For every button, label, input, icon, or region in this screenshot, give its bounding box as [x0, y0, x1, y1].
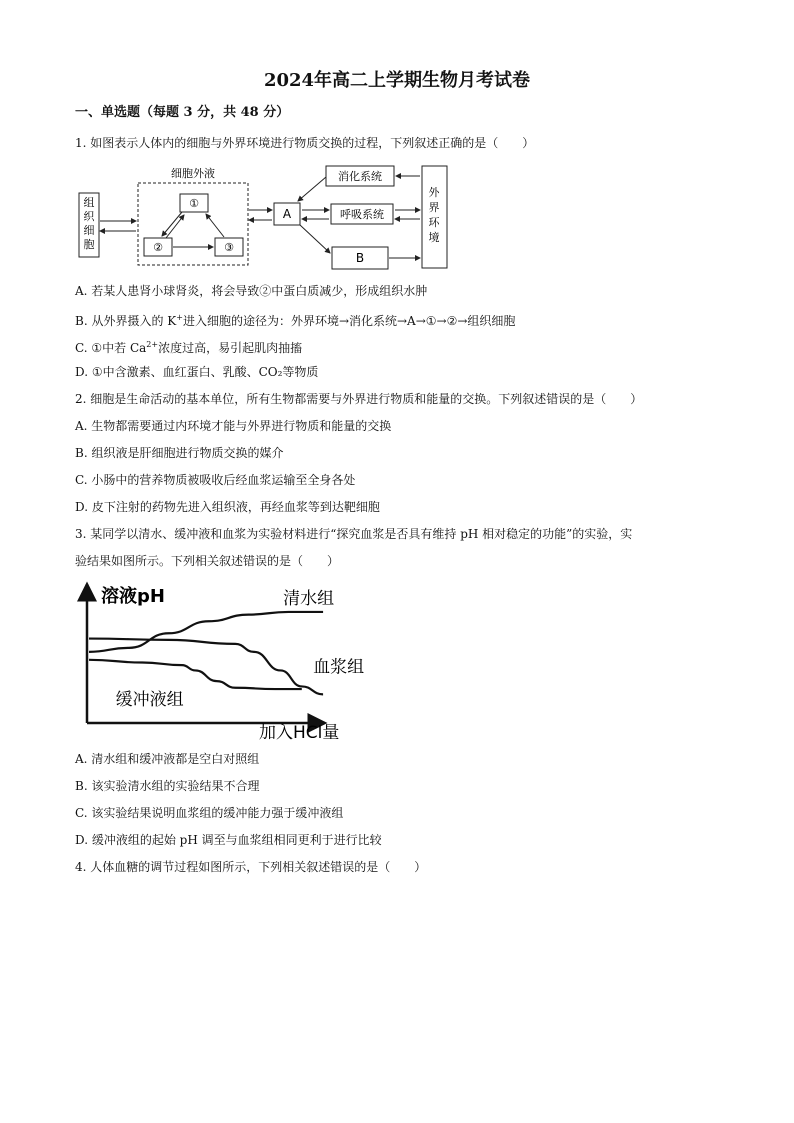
q3-stem-line2: 验结果如图所示。下列相关叙述错误的是（ ）: [75, 554, 340, 568]
q1-option-a: A. 若某人患肾小球肾炎，将会导致②中蛋白质减少，形成组织水肿: [75, 284, 428, 298]
svg-text:境: 境: [428, 231, 440, 244]
page-title: 2024年高二上学期生物月考试卷: [263, 70, 531, 91]
section-heading: 一、单选题（每题 3 分，共 48 分）: [75, 105, 290, 120]
digestive-system: 消化系统: [338, 170, 382, 183]
node-2: ②: [153, 241, 163, 254]
y-axis-label: 溶液pH: [101, 586, 165, 607]
series-line-0: [89, 612, 323, 652]
series-label-2: 缓冲液组: [115, 690, 184, 711]
x-axis-label: 加入HCl量: [259, 723, 340, 743]
q2-option-a: A. 生物都需要通过内环境才能与外界进行物质和能量的交换: [75, 419, 392, 433]
q1-option-c: C. ①中若 $Ca^{2+}$浓度过高，易引起肌肉抽搐: [75, 340, 303, 355]
node-1: ①: [189, 197, 199, 210]
q2-option-c: C. 小肠中的营养物质被吸收后经血浆运输至全身各处: [75, 473, 356, 487]
q3-stem-line1: 3. 某同学以清水、缓冲液和血浆为实验材料进行“探究血浆是否具有维持 pH 相对稳定的功能”的实验，实: [75, 527, 633, 541]
q1-diagram: [78, 163, 458, 275]
q3-option-d: D. 缓冲液组的起始 pH 调至与血浆组相同更利于进行比较: [75, 833, 382, 847]
q3-option-b: B. 该实验清水组的实验结果不合理: [75, 779, 260, 793]
node-a: A: [282, 207, 292, 221]
svg-text:胞: 胞: [83, 238, 95, 251]
q4-stem: 4. 人体血糖的调节过程如图所示，下列相关叙述错误的是（ ）: [75, 860, 427, 874]
node-3: ③: [224, 241, 234, 254]
q3-option-c: C. 该实验结果说明血浆组的缓冲能力强于缓冲液组: [75, 806, 344, 820]
q3-ph-chart: [75, 578, 365, 743]
q2-option-d: D. 皮下注射的药物先进入组织液，再经血浆等到达靶细胞: [75, 500, 380, 514]
q2-option-b: B. 组织液是肝细胞进行物质交换的媒介: [75, 446, 284, 460]
q3-option-a: A. 清水组和缓冲液都是空白对照组: [75, 752, 260, 766]
tissue-cell-text: 组: [83, 196, 95, 209]
q1-option-d: D. ①中含激素、血红蛋白、乳酸、CO₂等物质: [75, 365, 319, 379]
ecf-label: 细胞外液: [171, 167, 215, 180]
svg-text:织: 织: [83, 210, 95, 223]
q1-stem: 1. 如图表示人体内的细胞与外界环境进行物质交换的过程，下列叙述正确的是（ ）: [75, 136, 535, 150]
q2-stem: 2. 细胞是生命活动的基本单位，所有生物都需要与外界进行物质和能量的交换。下列叙述错误的是（ ）: [75, 392, 643, 406]
external-env: 外: [428, 186, 440, 199]
svg-text:环: 环: [428, 216, 440, 229]
respiratory-system: 呼吸系统: [340, 208, 384, 221]
svg-text:界: 界: [428, 201, 440, 214]
series-label-1: 血浆组: [313, 657, 365, 678]
q1-option-b: B. 从外界摄入的 K+进入细胞的途径为：外界环境→消化系统→A→①→②→组织细胞: [75, 313, 516, 328]
series-label-0: 清水组: [283, 588, 335, 609]
node-b: B: [355, 251, 365, 265]
svg-text:细: 细: [83, 224, 95, 237]
